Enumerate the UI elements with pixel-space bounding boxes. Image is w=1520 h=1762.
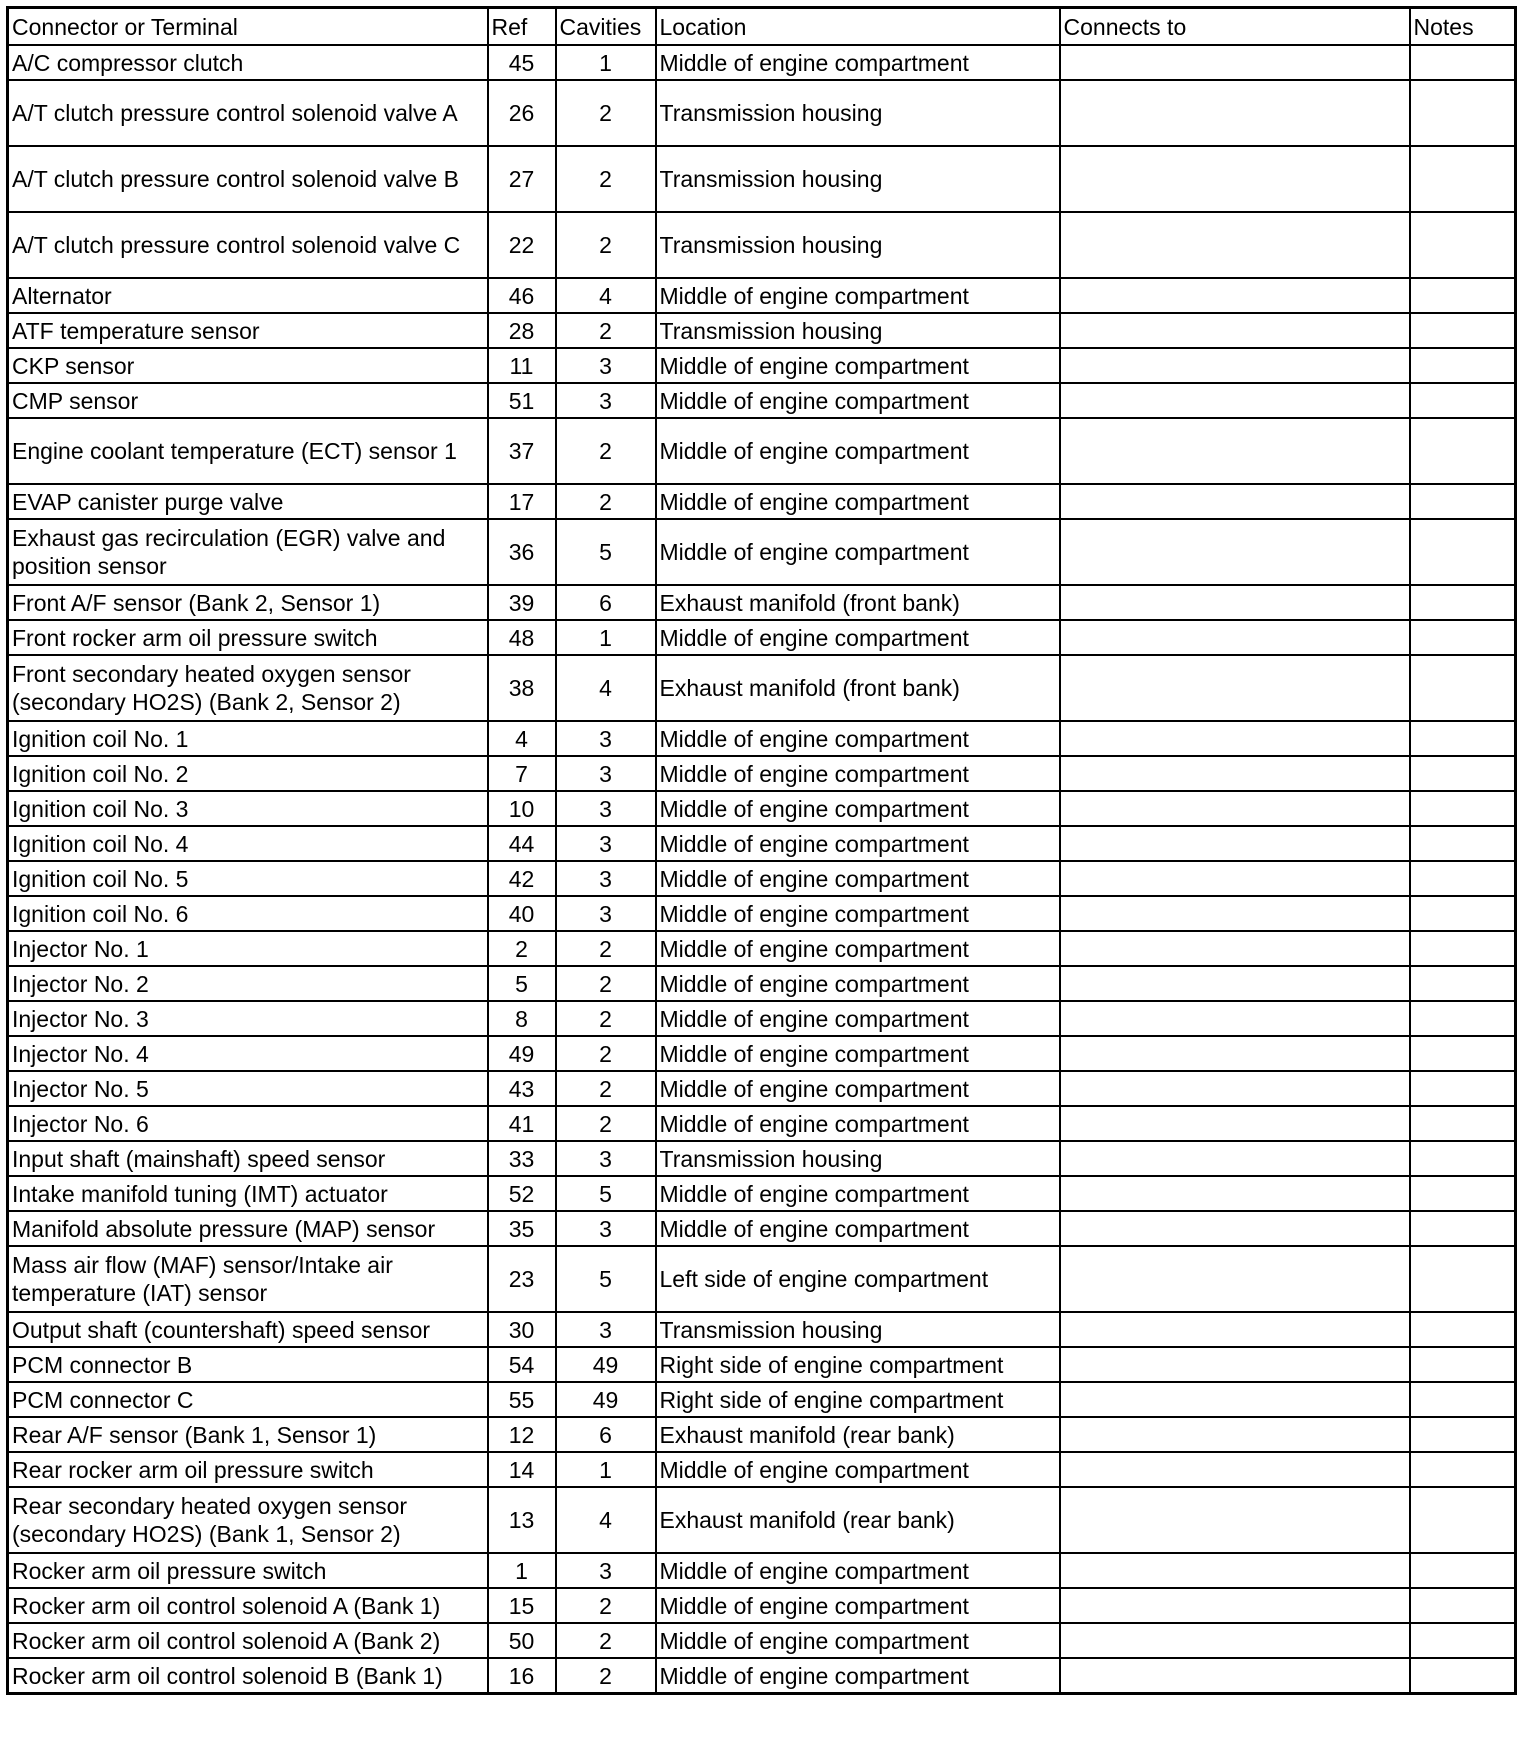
- cell-ref: 7: [488, 756, 556, 791]
- cell-connects-to: [1060, 1246, 1410, 1312]
- table-row: [8, 278, 1516, 313]
- table-row: [8, 1176, 1516, 1211]
- cell-location: Left side of engine compartment: [656, 1246, 1060, 1312]
- cell-connector: Rocker arm oil control solenoid A (Bank 2): [8, 1623, 488, 1658]
- header-location: Location: [656, 8, 1060, 46]
- cell-location: Middle of engine compartment: [656, 348, 1060, 383]
- cell-ref: 2: [488, 931, 556, 966]
- cell-connector: Injector No. 1: [8, 931, 488, 966]
- header-row: [8, 8, 1516, 46]
- cell-connects-to: [1060, 1176, 1410, 1211]
- header-connector: Connector or Terminal: [8, 8, 488, 46]
- cell-connector: Front secondary heated oxygen sensor (secondary HO2S) (Bank 2, Sensor 2): [8, 655, 488, 721]
- cell-cavities: 5: [556, 1176, 656, 1211]
- cell-location: Middle of engine compartment: [656, 931, 1060, 966]
- cell-cavities: 1: [556, 1452, 656, 1487]
- cell-connector: CMP sensor: [8, 383, 488, 418]
- cell-ref: 54: [488, 1347, 556, 1382]
- cell-ref: 14: [488, 1452, 556, 1487]
- cell-location: Middle of engine compartment: [656, 1001, 1060, 1036]
- table-row: [8, 1452, 1516, 1487]
- cell-ref: 28: [488, 313, 556, 348]
- cell-ref: 27: [488, 146, 556, 212]
- table-row: [8, 1623, 1516, 1658]
- cell-connects-to: [1060, 655, 1410, 721]
- cell-cavities: 3: [556, 1312, 656, 1347]
- cell-connects-to: [1060, 791, 1410, 826]
- table-row: [8, 585, 1516, 620]
- cell-notes: [1410, 348, 1516, 383]
- cell-connector: Rear rocker arm oil pressure switch: [8, 1452, 488, 1487]
- cell-connector: Injector No. 4: [8, 1036, 488, 1071]
- cell-connector: Rear A/F sensor (Bank 1, Sensor 1): [8, 1417, 488, 1452]
- table-row: [8, 212, 1516, 278]
- cell-notes: [1410, 383, 1516, 418]
- cell-connects-to: [1060, 620, 1410, 655]
- cell-connector: Rear secondary heated oxygen sensor (secondary HO2S) (Bank 1, Sensor 2): [8, 1487, 488, 1553]
- cell-connector: Front A/F sensor (Bank 2, Sensor 1): [8, 585, 488, 620]
- table-row: [8, 1417, 1516, 1452]
- table-row: [8, 756, 1516, 791]
- cell-connects-to: [1060, 721, 1410, 756]
- cell-connector: Alternator: [8, 278, 488, 313]
- cell-ref: 30: [488, 1312, 556, 1347]
- cell-connects-to: [1060, 861, 1410, 896]
- cell-notes: [1410, 826, 1516, 861]
- cell-ref: 40: [488, 896, 556, 931]
- cell-notes: [1410, 1106, 1516, 1141]
- cell-connects-to: [1060, 80, 1410, 146]
- cell-connector: Output shaft (countershaft) speed sensor: [8, 1312, 488, 1347]
- table-row: [8, 484, 1516, 519]
- cell-connects-to: [1060, 278, 1410, 313]
- cell-connector: A/T clutch pressure control solenoid valve C: [8, 212, 488, 278]
- cell-connects-to: [1060, 1588, 1410, 1623]
- table-row: [8, 791, 1516, 826]
- cell-cavities: 3: [556, 721, 656, 756]
- cell-connects-to: [1060, 45, 1410, 80]
- cell-notes: [1410, 1417, 1516, 1452]
- cell-notes: [1410, 1312, 1516, 1347]
- cell-notes: [1410, 966, 1516, 1001]
- cell-ref: 37: [488, 418, 556, 484]
- table-row: [8, 1211, 1516, 1246]
- cell-ref: 49: [488, 1036, 556, 1071]
- cell-connector: Manifold absolute pressure (MAP) sensor: [8, 1211, 488, 1246]
- cell-ref: 48: [488, 620, 556, 655]
- cell-location: Middle of engine compartment: [656, 519, 1060, 585]
- cell-location: Exhaust manifold (rear bank): [656, 1487, 1060, 1553]
- cell-location: Middle of engine compartment: [656, 1036, 1060, 1071]
- table-row: [8, 966, 1516, 1001]
- cell-location: Middle of engine compartment: [656, 966, 1060, 1001]
- table-row: [8, 1347, 1516, 1382]
- cell-connector: Front rocker arm oil pressure switch: [8, 620, 488, 655]
- table-row: [8, 1246, 1516, 1312]
- cell-connects-to: [1060, 1487, 1410, 1553]
- cell-location: Middle of engine compartment: [656, 45, 1060, 80]
- cell-cavities: 2: [556, 146, 656, 212]
- table-row: [8, 620, 1516, 655]
- cell-location: Middle of engine compartment: [656, 1452, 1060, 1487]
- table-row: [8, 146, 1516, 212]
- cell-cavities: 2: [556, 212, 656, 278]
- cell-location: Middle of engine compartment: [656, 1623, 1060, 1658]
- cell-location: Middle of engine compartment: [656, 278, 1060, 313]
- connector-table-sheet: [6, 6, 1517, 1695]
- table-row: [8, 1312, 1516, 1347]
- table-row: [8, 383, 1516, 418]
- cell-connects-to: [1060, 146, 1410, 212]
- cell-connects-to: [1060, 1036, 1410, 1071]
- cell-ref: 13: [488, 1487, 556, 1553]
- cell-connects-to: [1060, 756, 1410, 791]
- cell-connector: Rocker arm oil control solenoid A (Bank 1): [8, 1588, 488, 1623]
- cell-ref: 1: [488, 1553, 556, 1588]
- cell-connector: Rocker arm oil control solenoid B (Bank 1): [8, 1658, 488, 1694]
- cell-ref: 12: [488, 1417, 556, 1452]
- cell-connects-to: [1060, 348, 1410, 383]
- cell-location: Middle of engine compartment: [656, 826, 1060, 861]
- cell-cavities: 6: [556, 1417, 656, 1452]
- table-row: [8, 861, 1516, 896]
- cell-cavities: 3: [556, 791, 656, 826]
- cell-notes: [1410, 519, 1516, 585]
- cell-ref: 51: [488, 383, 556, 418]
- cell-location: Middle of engine compartment: [656, 620, 1060, 655]
- cell-cavities: 49: [556, 1382, 656, 1417]
- cell-cavities: 4: [556, 655, 656, 721]
- cell-connector: Mass air flow (MAF) sensor/Intake air temperature (IAT) sensor: [8, 1246, 488, 1312]
- cell-cavities: 2: [556, 1071, 656, 1106]
- cell-ref: 16: [488, 1658, 556, 1694]
- cell-ref: 41: [488, 1106, 556, 1141]
- cell-cavities: 2: [556, 966, 656, 1001]
- cell-ref: 5: [488, 966, 556, 1001]
- cell-location: Transmission housing: [656, 1141, 1060, 1176]
- cell-cavities: 3: [556, 1553, 656, 1588]
- cell-ref: 42: [488, 861, 556, 896]
- cell-cavities: 3: [556, 861, 656, 896]
- cell-location: Middle of engine compartment: [656, 791, 1060, 826]
- table-body: [8, 45, 1516, 1694]
- cell-ref: 10: [488, 791, 556, 826]
- cell-notes: [1410, 896, 1516, 931]
- cell-location: Middle of engine compartment: [656, 418, 1060, 484]
- cell-location: Middle of engine compartment: [656, 1211, 1060, 1246]
- header-ref: Ref: [488, 8, 556, 46]
- cell-connector: Ignition coil No. 1: [8, 721, 488, 756]
- cell-connects-to: [1060, 212, 1410, 278]
- cell-cavities: 2: [556, 1106, 656, 1141]
- cell-connector: Ignition coil No. 6: [8, 896, 488, 931]
- cell-ref: 17: [488, 484, 556, 519]
- cell-notes: [1410, 1246, 1516, 1312]
- table-header: [8, 8, 1516, 46]
- cell-connects-to: [1060, 484, 1410, 519]
- cell-cavities: 3: [556, 896, 656, 931]
- cell-connector: CKP sensor: [8, 348, 488, 383]
- cell-connector: A/T clutch pressure control solenoid valve A: [8, 80, 488, 146]
- cell-ref: 35: [488, 1211, 556, 1246]
- cell-ref: 36: [488, 519, 556, 585]
- cell-notes: [1410, 1176, 1516, 1211]
- cell-connector: A/C compressor clutch: [8, 45, 488, 80]
- cell-location: Middle of engine compartment: [656, 896, 1060, 931]
- cell-ref: 4: [488, 721, 556, 756]
- cell-connects-to: [1060, 1141, 1410, 1176]
- header-cavities: Cavities: [556, 8, 656, 46]
- cell-notes: [1410, 1071, 1516, 1106]
- cell-connects-to: [1060, 896, 1410, 931]
- cell-cavities: 2: [556, 1036, 656, 1071]
- cell-notes: [1410, 1382, 1516, 1417]
- cell-connector: Ignition coil No. 4: [8, 826, 488, 861]
- cell-ref: 26: [488, 80, 556, 146]
- cell-connects-to: [1060, 383, 1410, 418]
- cell-connects-to: [1060, 1417, 1410, 1452]
- cell-notes: [1410, 655, 1516, 721]
- cell-connector: Injector No. 2: [8, 966, 488, 1001]
- cell-connector: PCM connector B: [8, 1347, 488, 1382]
- table-row: [8, 1382, 1516, 1417]
- cell-notes: [1410, 861, 1516, 896]
- cell-notes: [1410, 931, 1516, 966]
- cell-cavities: 2: [556, 313, 656, 348]
- cell-connects-to: [1060, 1553, 1410, 1588]
- cell-notes: [1410, 756, 1516, 791]
- cell-connector: Rocker arm oil pressure switch: [8, 1553, 488, 1588]
- table-row: [8, 80, 1516, 146]
- cell-cavities: 1: [556, 620, 656, 655]
- table-row: [8, 519, 1516, 585]
- cell-connects-to: [1060, 585, 1410, 620]
- cell-notes: [1410, 1036, 1516, 1071]
- cell-cavities: 6: [556, 585, 656, 620]
- cell-location: Transmission housing: [656, 80, 1060, 146]
- table-row: [8, 45, 1516, 80]
- cell-notes: [1410, 45, 1516, 80]
- cell-cavities: 4: [556, 1487, 656, 1553]
- cell-connects-to: [1060, 1452, 1410, 1487]
- table-row: [8, 1071, 1516, 1106]
- table-row: [8, 1658, 1516, 1694]
- cell-notes: [1410, 721, 1516, 756]
- table-row: [8, 1553, 1516, 1588]
- cell-connector: Ignition coil No. 2: [8, 756, 488, 791]
- cell-cavities: 2: [556, 1658, 656, 1694]
- table-row: [8, 348, 1516, 383]
- cell-notes: [1410, 484, 1516, 519]
- header-connects-to: Connects to: [1060, 8, 1410, 46]
- cell-notes: [1410, 1211, 1516, 1246]
- cell-location: Middle of engine compartment: [656, 1176, 1060, 1211]
- cell-connector: Ignition coil No. 3: [8, 791, 488, 826]
- cell-ref: 43: [488, 1071, 556, 1106]
- cell-location: Middle of engine compartment: [656, 1658, 1060, 1694]
- cell-ref: 15: [488, 1588, 556, 1623]
- cell-notes: [1410, 313, 1516, 348]
- table-row: [8, 1106, 1516, 1141]
- cell-notes: [1410, 585, 1516, 620]
- cell-cavities: 2: [556, 1588, 656, 1623]
- cell-connects-to: [1060, 1658, 1410, 1694]
- table-row: [8, 826, 1516, 861]
- table-row: [8, 1001, 1516, 1036]
- cell-cavities: 2: [556, 80, 656, 146]
- cell-notes: [1410, 1347, 1516, 1382]
- cell-location: Middle of engine compartment: [656, 1106, 1060, 1141]
- cell-cavities: 2: [556, 484, 656, 519]
- cell-connector: Ignition coil No. 5: [8, 861, 488, 896]
- cell-ref: 39: [488, 585, 556, 620]
- cell-cavities: 2: [556, 1001, 656, 1036]
- cell-connects-to: [1060, 1623, 1410, 1658]
- cell-connector: Injector No. 5: [8, 1071, 488, 1106]
- cell-location: Middle of engine compartment: [656, 1588, 1060, 1623]
- cell-location: Exhaust manifold (front bank): [656, 585, 1060, 620]
- cell-connector: PCM connector C: [8, 1382, 488, 1417]
- cell-cavities: 5: [556, 1246, 656, 1312]
- cell-connector: Input shaft (mainshaft) speed sensor: [8, 1141, 488, 1176]
- cell-notes: [1410, 1588, 1516, 1623]
- cell-connects-to: [1060, 1347, 1410, 1382]
- cell-cavities: 3: [556, 348, 656, 383]
- cell-connects-to: [1060, 1071, 1410, 1106]
- cell-ref: 11: [488, 348, 556, 383]
- cell-notes: [1410, 1141, 1516, 1176]
- table-row: [8, 655, 1516, 721]
- cell-notes: [1410, 1001, 1516, 1036]
- cell-notes: [1410, 1487, 1516, 1553]
- cell-ref: 50: [488, 1623, 556, 1658]
- cell-location: Middle of engine compartment: [656, 756, 1060, 791]
- cell-connects-to: [1060, 931, 1410, 966]
- cell-notes: [1410, 278, 1516, 313]
- cell-connects-to: [1060, 1001, 1410, 1036]
- connector-table: [6, 6, 1517, 1695]
- cell-location: Middle of engine compartment: [656, 383, 1060, 418]
- cell-location: Transmission housing: [656, 313, 1060, 348]
- cell-connector: Intake manifold tuning (IMT) actuator: [8, 1176, 488, 1211]
- cell-notes: [1410, 1658, 1516, 1694]
- cell-cavities: 3: [556, 1141, 656, 1176]
- cell-ref: 38: [488, 655, 556, 721]
- cell-notes: [1410, 146, 1516, 212]
- cell-notes: [1410, 620, 1516, 655]
- table-row: [8, 313, 1516, 348]
- cell-ref: 8: [488, 1001, 556, 1036]
- table-row: [8, 896, 1516, 931]
- cell-connects-to: [1060, 1106, 1410, 1141]
- table-row: [8, 721, 1516, 756]
- cell-cavities: 2: [556, 931, 656, 966]
- cell-ref: 52: [488, 1176, 556, 1211]
- cell-connects-to: [1060, 1382, 1410, 1417]
- cell-notes: [1410, 1452, 1516, 1487]
- cell-location: Transmission housing: [656, 146, 1060, 212]
- cell-connects-to: [1060, 966, 1410, 1001]
- cell-notes: [1410, 791, 1516, 826]
- cell-location: Middle of engine compartment: [656, 1553, 1060, 1588]
- cell-notes: [1410, 80, 1516, 146]
- cell-ref: 33: [488, 1141, 556, 1176]
- cell-notes: [1410, 212, 1516, 278]
- cell-notes: [1410, 418, 1516, 484]
- cell-ref: 44: [488, 826, 556, 861]
- table-row: [8, 1588, 1516, 1623]
- cell-ref: 55: [488, 1382, 556, 1417]
- cell-connector: Engine coolant temperature (ECT) sensor 1: [8, 418, 488, 484]
- cell-cavities: 5: [556, 519, 656, 585]
- cell-cavities: 2: [556, 418, 656, 484]
- cell-ref: 45: [488, 45, 556, 80]
- cell-connects-to: [1060, 519, 1410, 585]
- cell-location: Middle of engine compartment: [656, 1071, 1060, 1106]
- table-row: [8, 1036, 1516, 1071]
- cell-cavities: 2: [556, 1623, 656, 1658]
- cell-cavities: 4: [556, 278, 656, 313]
- table-row: [8, 1141, 1516, 1176]
- cell-connector: Injector No. 6: [8, 1106, 488, 1141]
- table-row: [8, 418, 1516, 484]
- cell-cavities: 3: [556, 1211, 656, 1246]
- cell-connects-to: [1060, 313, 1410, 348]
- cell-cavities: 3: [556, 826, 656, 861]
- cell-location: Right side of engine compartment: [656, 1382, 1060, 1417]
- cell-connects-to: [1060, 418, 1410, 484]
- cell-connector: ATF temperature sensor: [8, 313, 488, 348]
- cell-location: Exhaust manifold (rear bank): [656, 1417, 1060, 1452]
- cell-notes: [1410, 1623, 1516, 1658]
- cell-connects-to: [1060, 826, 1410, 861]
- table-row: [8, 1487, 1516, 1553]
- cell-ref: 23: [488, 1246, 556, 1312]
- cell-ref: 22: [488, 212, 556, 278]
- cell-cavities: 3: [556, 756, 656, 791]
- cell-location: Transmission housing: [656, 1312, 1060, 1347]
- cell-connector: A/T clutch pressure control solenoid valve B: [8, 146, 488, 212]
- cell-notes: [1410, 1553, 1516, 1588]
- cell-location: Transmission housing: [656, 212, 1060, 278]
- cell-location: Middle of engine compartment: [656, 484, 1060, 519]
- cell-connector: Injector No. 3: [8, 1001, 488, 1036]
- cell-ref: 46: [488, 278, 556, 313]
- cell-location: Middle of engine compartment: [656, 721, 1060, 756]
- cell-cavities: 49: [556, 1347, 656, 1382]
- cell-connector: Exhaust gas recirculation (EGR) valve and position sensor: [8, 519, 488, 585]
- cell-location: Right side of engine compartment: [656, 1347, 1060, 1382]
- cell-connector: EVAP canister purge valve: [8, 484, 488, 519]
- cell-location: Middle of engine compartment: [656, 861, 1060, 896]
- cell-connects-to: [1060, 1211, 1410, 1246]
- cell-connects-to: [1060, 1312, 1410, 1347]
- table-row: [8, 931, 1516, 966]
- header-notes: Notes: [1410, 8, 1516, 46]
- cell-cavities: 3: [556, 383, 656, 418]
- cell-location: Exhaust manifold (front bank): [656, 655, 1060, 721]
- cell-cavities: 1: [556, 45, 656, 80]
